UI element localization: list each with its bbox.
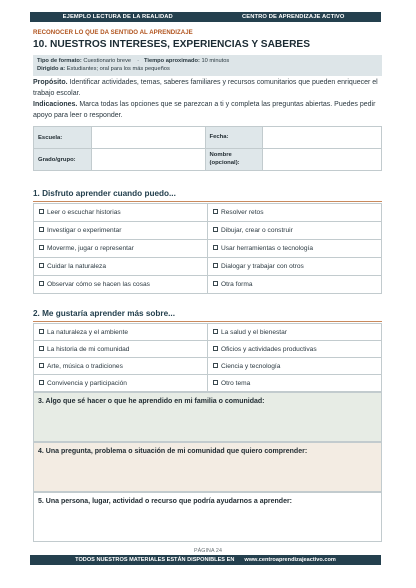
instructions-label: Indicaciones.	[33, 101, 78, 108]
q2-option[interactable]: La historia de mi comunidad	[34, 341, 208, 358]
q1-option[interactable]: Observar cómo se hacen las cosas	[34, 276, 208, 294]
purpose-text: Identificar actividades, temas, saberes familiares y recursos comunitarios que pueden enriquecer el trabajo escolar.	[33, 79, 378, 97]
meta-box	[33, 55, 382, 76]
checkbox-icon[interactable]	[39, 263, 44, 268]
date-label: Fecha:	[205, 127, 263, 149]
q2-heading: 2. Me gustaría aprender más sobre...	[33, 309, 175, 318]
q1-option[interactable]: Leer o escuchar historias	[34, 204, 208, 222]
checkbox-icon[interactable]	[39, 380, 44, 385]
q2-options	[33, 323, 382, 392]
header-bar	[30, 12, 381, 22]
section-label: RECONOCER LO QUE DA SENTIDO AL APRENDIZAJE	[33, 29, 193, 36]
q5-prompt: 5. Una persona, lugar, actividad o recurso que podría ayudarnos a aprender:	[38, 498, 293, 505]
footer-left-text: TODOS NUESTROS MATERIALES ESTÁN DISPONIBLES EN	[75, 557, 235, 563]
q2-option[interactable]: La naturaleza y el ambiente	[34, 324, 208, 341]
meta-audience	[37, 65, 378, 73]
q2-option[interactable]: Oficios y actividades productivas	[208, 341, 382, 358]
format-value: Cuestionario breve	[83, 58, 132, 64]
q2-option[interactable]: La salud y el bienestar	[208, 324, 382, 341]
checkbox-icon[interactable]	[213, 380, 218, 385]
checkbox-icon[interactable]	[39, 227, 44, 232]
checkbox-icon[interactable]	[213, 329, 218, 334]
time-label: Tiempo aproximado:	[144, 58, 200, 64]
q2-option[interactable]: Convivencia y participación	[34, 375, 208, 392]
q3-prompt: 3. Algo que sé hacer o que he aprendido en mi familia o comunidad:	[38, 398, 265, 405]
student-info-table	[33, 126, 382, 171]
q2-option[interactable]: Arte, música o tradiciones	[34, 358, 208, 375]
page-title: 10. NUESTROS INTERESES, EXPERIENCIAS Y SABERES	[33, 39, 311, 50]
q1-option[interactable]: Dibujar, crear o construir	[208, 222, 382, 240]
checkbox-icon[interactable]	[213, 363, 218, 368]
grade-label: Grado/grupo:	[34, 149, 92, 171]
grade-field[interactable]	[91, 149, 205, 171]
q4-prompt: 4. Una pregunta, problema o situación de mi comunidad que quiero comprender:	[38, 448, 308, 455]
checkbox-icon[interactable]	[213, 281, 218, 286]
school-label: Escuela:	[34, 127, 92, 149]
checkbox-icon[interactable]	[213, 263, 218, 268]
q1-option[interactable]: Dialogar y trabajar con otros	[208, 258, 382, 276]
checkbox-icon[interactable]	[213, 209, 218, 214]
date-field[interactable]	[263, 127, 382, 149]
separator-dot: ·	[137, 58, 140, 64]
checkbox-icon[interactable]	[39, 209, 44, 214]
page-number: PÁGINA 24	[194, 548, 222, 554]
checkbox-icon[interactable]	[39, 281, 44, 286]
q1-option[interactable]: Otra forma	[208, 276, 382, 294]
checkbox-icon[interactable]	[39, 245, 44, 250]
purpose-label: Propósito.	[33, 79, 68, 86]
instructions-text: Marca todas las opciones que se parezcan a ti y completa las preguntas abiertas. Puedes pedir apoyo para leer o responder.	[33, 101, 376, 119]
q5-answer-box[interactable]	[33, 492, 382, 542]
footer-website-link[interactable]: www.centroaprendizajeactivo.com	[244, 557, 336, 563]
meta-format-time	[37, 57, 378, 65]
header-right-text: CENTRO DE APRENDIZAJE ACTIVO	[241, 14, 345, 20]
school-field[interactable]	[91, 127, 205, 149]
q1-option[interactable]: Cuidar la naturaleza	[34, 258, 208, 276]
checkbox-icon[interactable]	[213, 227, 218, 232]
q1-heading: 1. Disfruto aprender cuando puedo...	[33, 189, 176, 198]
q2-divider	[33, 321, 382, 322]
q3-answer-box[interactable]	[33, 392, 382, 442]
name-field[interactable]	[263, 149, 382, 171]
checkbox-icon[interactable]	[213, 245, 218, 250]
q1-option[interactable]: Investigar o experimentar	[34, 222, 208, 240]
q2-option[interactable]: Otro tema	[208, 375, 382, 392]
q1-option[interactable]: Resolver retos	[208, 204, 382, 222]
instructions-paragraph	[33, 100, 383, 121]
q1-options	[33, 203, 382, 294]
purpose-paragraph	[33, 78, 383, 99]
checkbox-icon[interactable]	[39, 346, 44, 351]
format-label: Tipo de formato:	[37, 58, 82, 64]
audience-value: Estudiantes; oral para los más pequeños	[66, 66, 170, 73]
name-label: Nombre (opcional):	[205, 149, 263, 171]
footer-bar	[30, 555, 381, 565]
q1-option[interactable]: Moverme, jugar o representar	[34, 240, 208, 258]
audience-label: Dirigido a:	[37, 66, 66, 73]
q2-option[interactable]: Ciencia y tecnología	[208, 358, 382, 375]
header-left-text: EJEMPLO LECTURA DE LA REALIDAD	[62, 14, 173, 20]
time-value: 10 minutos	[201, 58, 230, 64]
q1-divider	[33, 201, 382, 202]
q4-answer-box[interactable]	[33, 442, 382, 492]
checkbox-icon[interactable]	[39, 329, 44, 334]
checkbox-icon[interactable]	[39, 363, 44, 368]
checkbox-icon[interactable]	[213, 346, 218, 351]
q1-option[interactable]: Usar herramientas o tecnología	[208, 240, 382, 258]
